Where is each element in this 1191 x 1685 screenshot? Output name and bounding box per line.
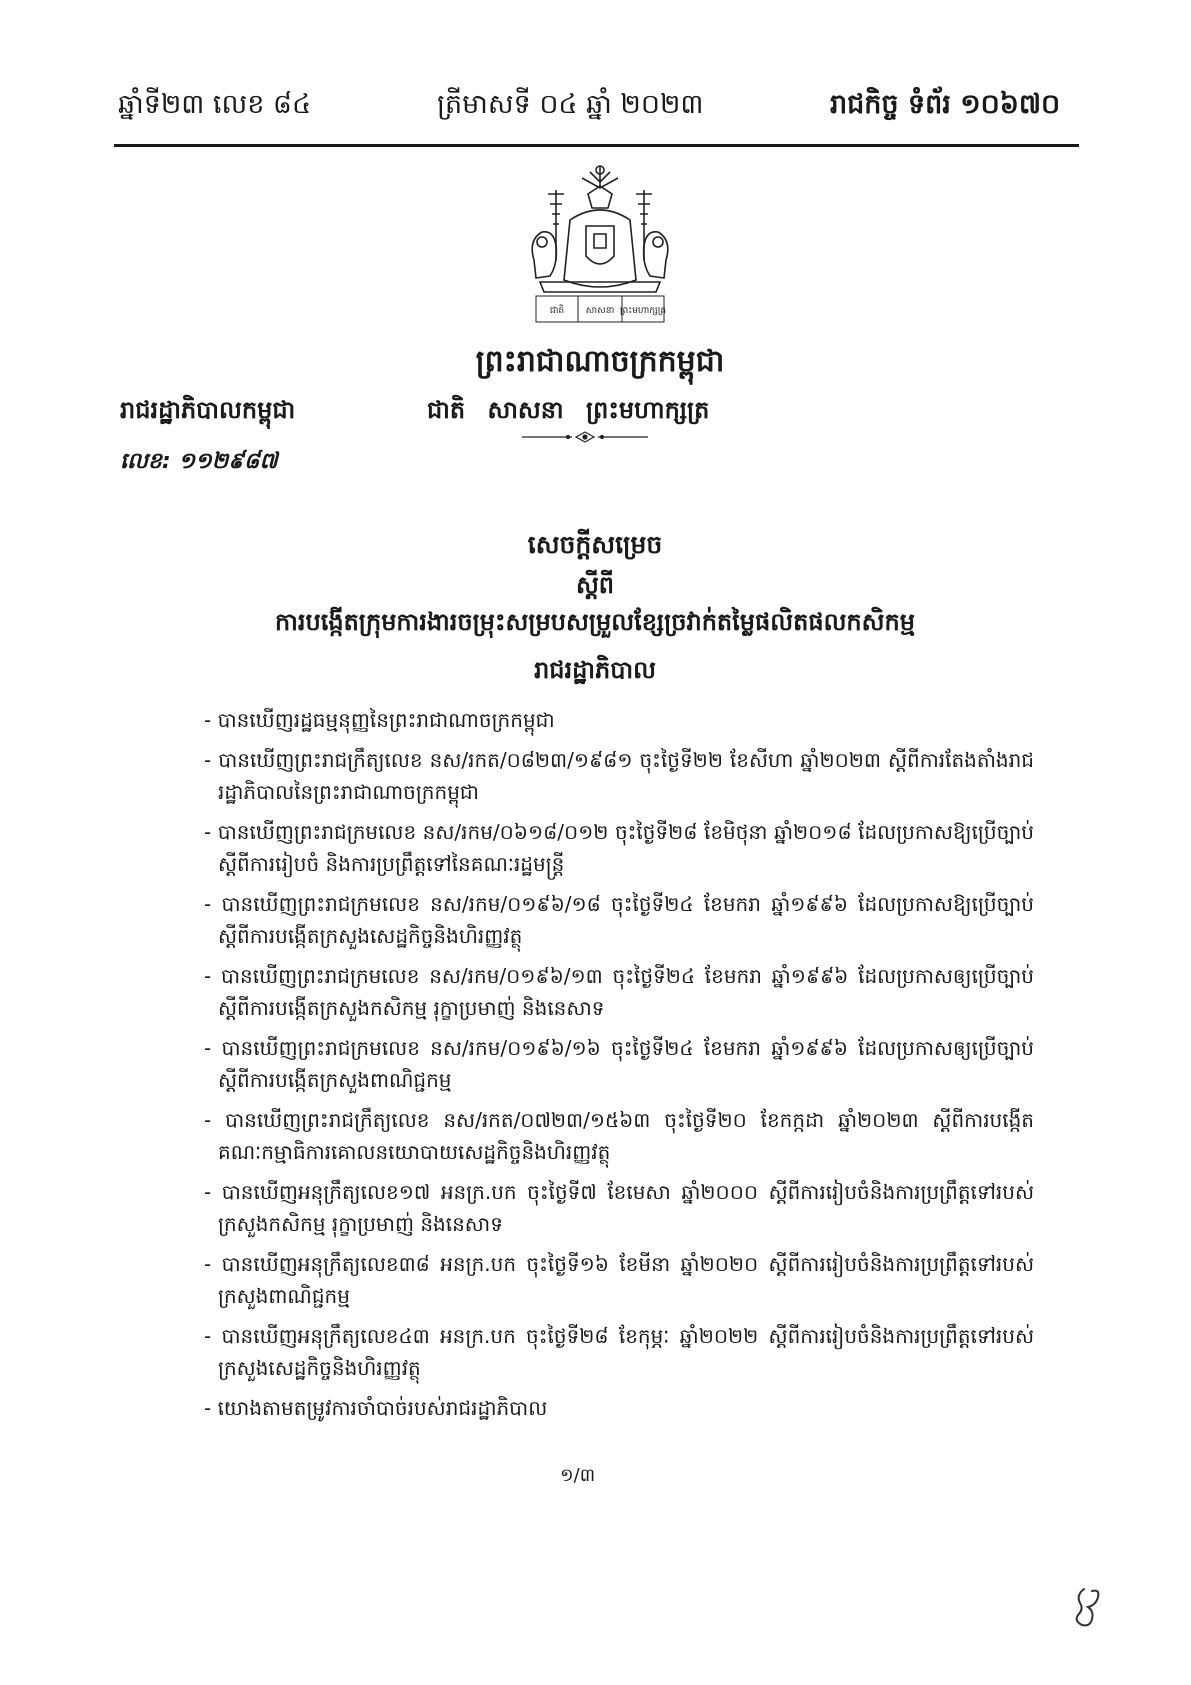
national-motto: ជាតិ សាសនា ព្រះមហាក្សត្រ: [427, 396, 710, 424]
preamble-item: - បានឃើញព្រះរាជក្រមលេខ នស/រកម/០១៩៦/១៦ ចុះថ្ងៃទី២៤ ខែមករា ឆ្នាំ១៩៩៦ ដែលប្រកាសឲ្យប្រើច្បាប់ស្តីពីការបង្កើតក្រសួងពាណិជ្ជកម្ម: [204, 1036, 1034, 1092]
page-number: ១/៣: [560, 1465, 596, 1486]
issuing-authority: រាជរដ្ឋាភិបាលកម្ពុជា: [120, 396, 296, 424]
ornament-divider-icon: [520, 430, 650, 444]
gazette-quarter: ត្រីមាសទី ០៤ ឆ្នាំ ២០២៣: [437, 89, 704, 120]
decision-subject: ការបង្កើតក្រុមការងារចម្រុះសម្របសម្រួលខ្សែច្រវាក់តម្លៃផលិតផលកសិកម្ម: [275, 608, 915, 636]
preamble-item: - បានឃើញព្រះរាជក្រមលេខ នស/រកម/០១៩៦/១៨ ចុះថ្ងៃទី២៤ ខែមករា ឆ្នាំ១៩៩៦ ដែលប្រកាសឱ្យប្រើច្បាប់ស្តីពីការបង្កើតក្រសួងសេដ្ឋកិច្ចនិងហិរញ្ញវត្ថុ: [204, 892, 1034, 948]
gazette-issue: ឆ្នាំទី២៣ លេខ ៨៤: [118, 89, 312, 120]
gazette-page: រាជកិច្ច ទំព័រ ១០៦៧០: [830, 89, 1061, 120]
preamble-item: - បានឃើញអនុក្រឹត្យលេខ១៧ អនក្រ.បក ចុះថ្ងៃទី៧ ខែមេសា ឆ្នាំ២០០០ ស្តីពីការរៀបចំនិងការប្រព្រឹត្តទៅរបស់ក្រសួងកសិកម្ម រុក្ខាប្រមាញ់ និងនេសាទ: [204, 1180, 1034, 1236]
preamble-item: - បានឃើញព្រះរាជក្រឹត្យលេខ នស/រកត/០៧២៣/១៥៦៣ ចុះថ្ងៃទី២០ ខែកក្កដា ឆ្នាំ២០២៣ ស្តីពីការបង្កើតគណៈកម្មាធិការគោលនយោបាយសេដ្ឋកិច្ចនិងហិរញ្ញវត្ថុ: [204, 1108, 1034, 1164]
government-heading: រាជរដ្ឋាភិបាល: [534, 656, 656, 684]
preamble-list: [204, 704, 1034, 1432]
emblem-banner-1: ជាតិ: [549, 306, 565, 316]
preamble-item: - បានឃើញព្រះរាជក្រឹត្យលេខ នស/រកត/០៨២៣/១៩៨១ ចុះថ្ងៃទី២២ ខែសីហា ឆ្នាំ២០២៣ ស្តីពីការតែងតាំងរាជរដ្ឋាភិបាលនៃព្រះរាជាណាចក្រកម្ពុជា: [204, 748, 1034, 804]
preamble-item: - យោងតាមតម្រូវការចាំបាច់របស់រាជរដ្ឋាភិបាល: [204, 1396, 548, 1420]
kingdom-name: ព្រះរាជាណាចក្រកម្ពុជា: [475, 344, 725, 379]
decision-title: សេចក្តីសម្រេច: [527, 530, 663, 559]
initials-signature-icon: [1070, 1585, 1104, 1629]
header-rule: [114, 144, 1079, 147]
decision-subtitle-on: ស្តីពី: [575, 571, 615, 599]
royal-emblem-icon: [510, 160, 690, 330]
preamble-item: - បានឃើញអនុក្រឹត្យលេខ៤៣ អនក្រ.បក ចុះថ្ងៃទី២៨ ខែកុម្ភៈ ឆ្នាំ២០២២ ស្តីពីការរៀបចំនិងការប្រព្រឹត្តទៅរបស់ក្រសួងសេដ្ឋកិច្ចនិងហិរញ្ញវត្ថុ: [204, 1324, 1034, 1380]
emblem-banner-2: សាសនា: [585, 306, 615, 316]
document-number: លេខ: ១១២៩៨៧: [120, 449, 278, 474]
preamble-item: - បានឃើញអនុក្រឹត្យលេខ៣៨ អនក្រ.បក ចុះថ្ងៃទី១៦ ខែមីនា ឆ្នាំ២០២០ ស្តីពីការរៀបចំនិងការប្រព្រឹត្តទៅរបស់ក្រសួងពាណិជ្ជកម្ម: [204, 1252, 1034, 1308]
preamble-item: - បានឃើញព្រះរាជក្រមលេខ នស/រកម/០១៩៦/១៣ ចុះថ្ងៃទី២៤ ខែមករា ឆ្នាំ១៩៩៦ ដែលប្រកាសឲ្យប្រើច្បាប់ស្តីពីការបង្កើតក្រសួងកសិកម្ម រុក្ខាប្រមាញ់ និងនេសាទ: [204, 964, 1034, 1020]
preamble-item: - បានឃើញព្រះរាជក្រមលេខ នស/រកម/០៦១៨/០១២ ចុះថ្ងៃទី២៨ ខែមិថុនា ឆ្នាំ២០១៨ ដែលប្រកាសឱ្យប្រើច្បាប់ស្តីពីការរៀបចំ និងការប្រព្រឹត្តទៅនៃគណៈរដ្ឋមន្ត្រី: [204, 820, 1034, 876]
emblem-banner-3: ព្រះមហាក្សត្រ: [619, 306, 667, 316]
preamble-item: - បានឃើញរដ្ឋធម្មនុញ្ញនៃព្រះរាជាណាចក្រកម្ពុជា: [204, 708, 555, 732]
